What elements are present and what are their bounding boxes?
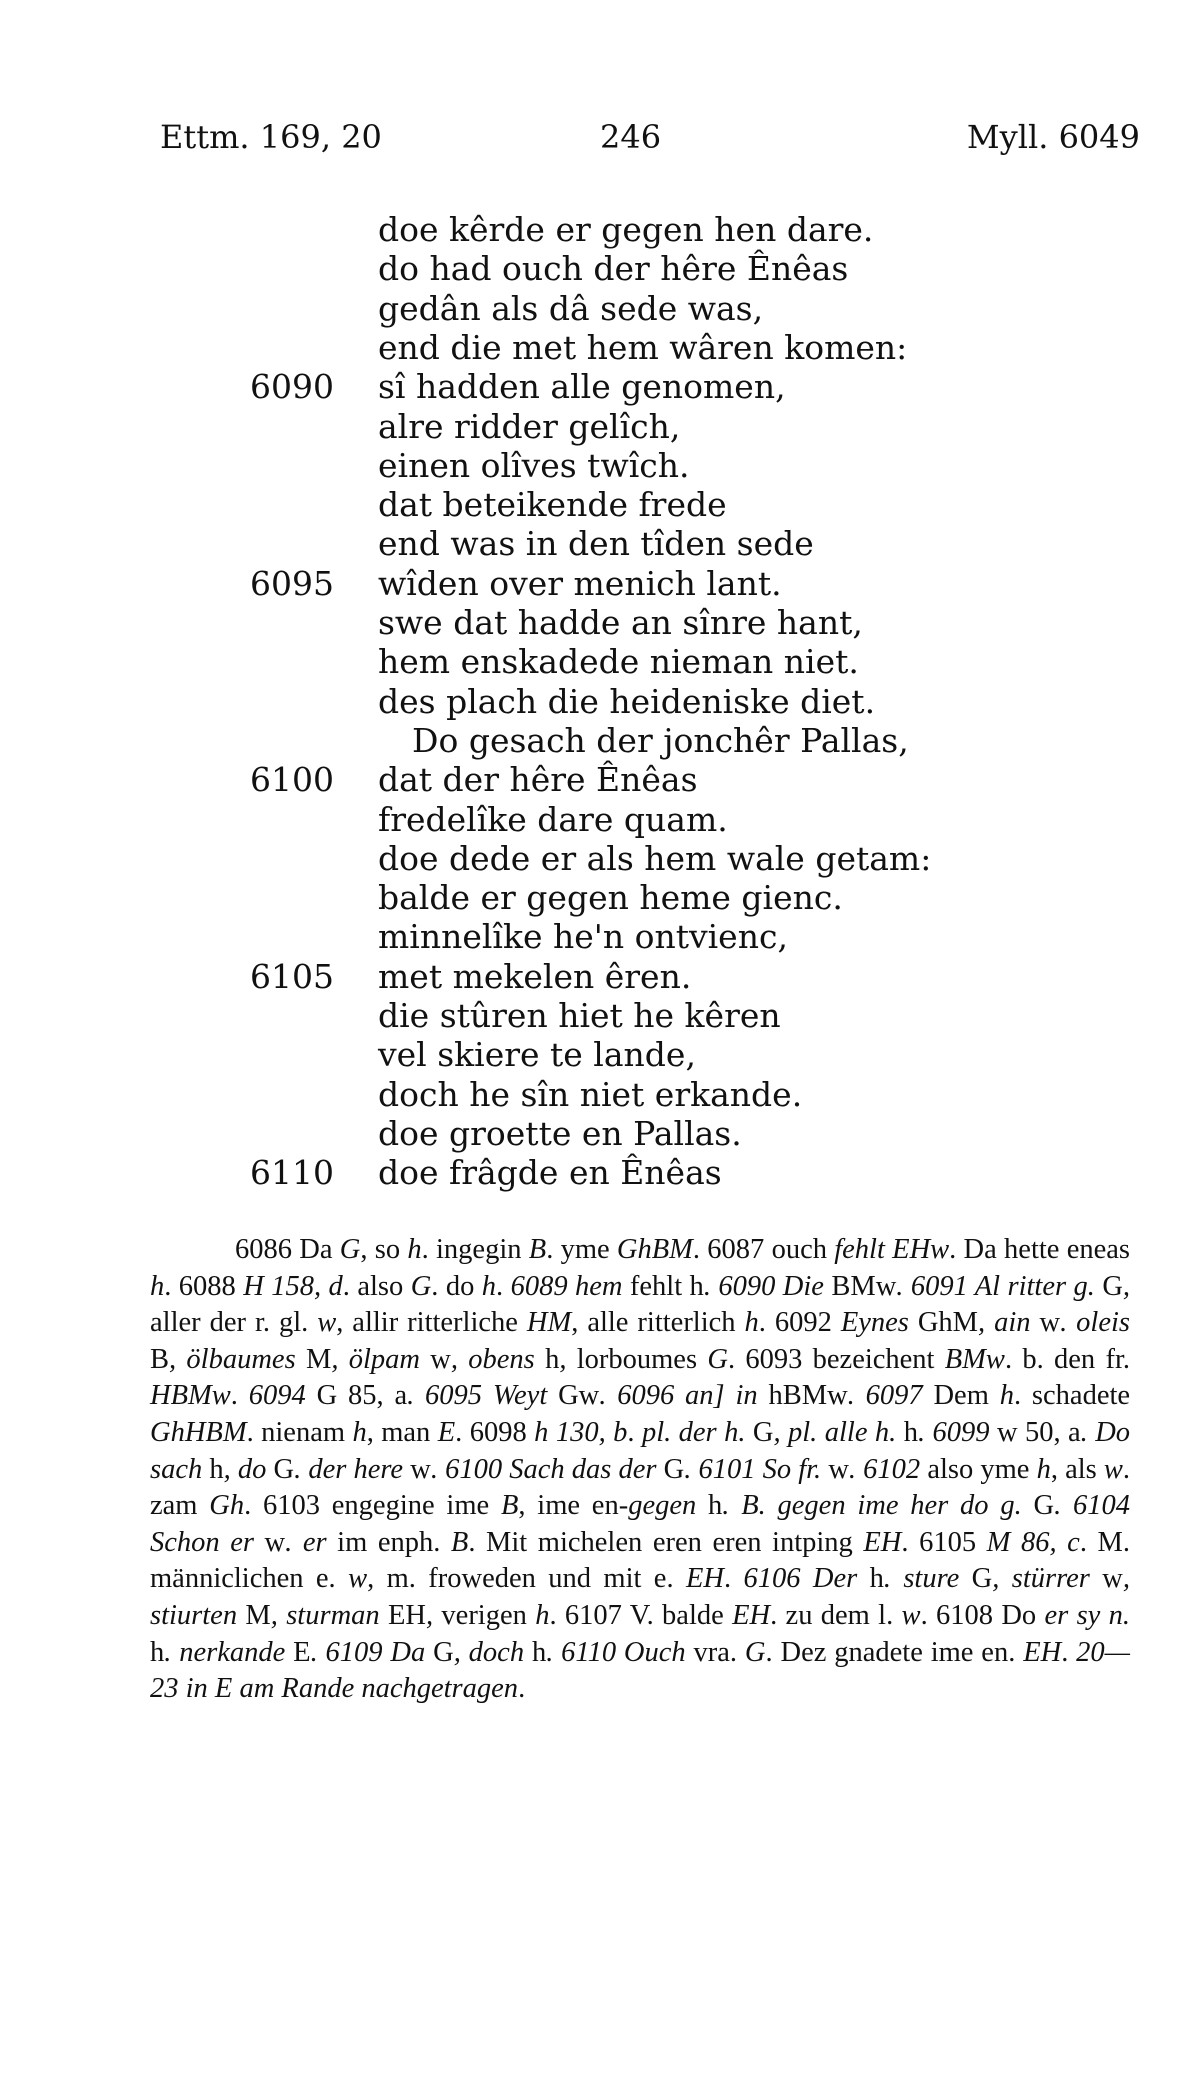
line-number: 6100 [250, 760, 334, 800]
apparatus-text: M [305, 1343, 332, 1375]
siglum: H 158, d [243, 1270, 343, 1302]
verse-text: do had ouch der hêre Ênêas [378, 249, 849, 289]
siglum: gegen [628, 1490, 709, 1522]
verse-text: einen olîves twîch. [378, 445, 690, 485]
siglum: . 6109 Da [310, 1636, 434, 1668]
apparatus-text: G [971, 1563, 993, 1595]
siglum: , ölpam [331, 1343, 431, 1375]
line-number: 6105 [250, 956, 334, 996]
apparatus-text: . b. den fr. [1004, 1343, 1130, 1375]
siglum: pl. der h. [641, 1416, 753, 1448]
verse-text: met mekelen êren. [378, 956, 692, 996]
siglum: M 86, c [986, 1526, 1080, 1558]
apparatus-text: . 6098 [455, 1416, 535, 1448]
siglum: . 6095 Weyt [407, 1380, 559, 1412]
apparatus-text: . [518, 1673, 526, 1705]
verse-line [0, 917, 1200, 957]
apparatus-text: w [1039, 1307, 1061, 1339]
apparatus-text: . 6093 bezeichent [727, 1343, 945, 1375]
apparatus-text: . 6087 ouch [692, 1234, 835, 1265]
verse-line [0, 642, 1200, 682]
apparatus-text: , so [360, 1234, 408, 1265]
siglum: h [1036, 1453, 1051, 1485]
apparatus-text: B [150, 1343, 170, 1375]
siglum: h [352, 1416, 367, 1448]
verse-text: sî hadden alle genomen, [378, 367, 786, 407]
line-number: 6095 [250, 563, 334, 603]
apparatus-text: . nienam [246, 1416, 353, 1448]
header-right-reference: Myll. 6049 [966, 118, 1140, 156]
verse-line [0, 878, 1200, 918]
apparatus-text: , m. froweden und mit e. [367, 1563, 686, 1595]
apparatus-text: . Dez gnadete ime en. [765, 1636, 1024, 1668]
apparatus-text: GhM [917, 1307, 979, 1339]
siglum: . 6102 [848, 1453, 928, 1485]
verse-line [0, 249, 1200, 289]
siglum: . der here [294, 1453, 411, 1485]
apparatus-text: . yme [546, 1234, 617, 1265]
siglum: G [339, 1234, 361, 1265]
apparatus-text: . [496, 1270, 511, 1302]
apparatus-text: h [708, 1490, 723, 1522]
verse-line [0, 996, 1200, 1036]
apparatus-text: . Da hette eneas [949, 1234, 1130, 1265]
verse-line [0, 760, 1200, 800]
apparatus-text: . zam [150, 1453, 1131, 1522]
apparatus-text: EH [387, 1599, 426, 1631]
siglum: . 6090 Die [703, 1270, 832, 1302]
siglum: 6094 [248, 1380, 317, 1412]
siglum: fehlt EHw [834, 1234, 950, 1265]
siglum: GhHBM [150, 1416, 247, 1448]
siglum: h [999, 1380, 1014, 1412]
siglum: B [500, 1490, 519, 1522]
verse-text: vel skiere te lande, [378, 1035, 696, 1075]
apparatus-text: . [1061, 1636, 1077, 1668]
verse-line [0, 721, 1200, 761]
apparatus-text: also yme [927, 1453, 1037, 1485]
apparatus-text: . [723, 1563, 744, 1595]
siglum: h [535, 1599, 550, 1631]
verse-line [0, 1075, 1200, 1115]
siglum: B [450, 1526, 469, 1558]
verse-text: die stûren hiet he kêren [378, 996, 781, 1035]
apparatus-text: . 6103 engegine ime [244, 1490, 501, 1522]
verse-text: swe dat hadde an sînre hant, [378, 603, 863, 642]
apparatus-text: w [828, 1453, 849, 1485]
siglum: . 6097 [847, 1380, 934, 1412]
apparatus-text: . [627, 1416, 642, 1448]
siglum: GhBM [616, 1234, 693, 1265]
apparatus-text: . 6108 Do [920, 1599, 1045, 1631]
apparatus-text: h [209, 1453, 224, 1485]
apparatus-text: . zu dem l. [770, 1599, 902, 1631]
apparatus-text: G [1102, 1270, 1123, 1302]
apparatus-text: . 6107 V. balde [549, 1599, 733, 1631]
verse-text: alre ridder gelîch, [378, 406, 681, 446]
verse-text: doe dede er als hem wale getam: [378, 838, 932, 878]
siglum: , do [223, 1453, 274, 1485]
siglum: , doch [453, 1636, 532, 1668]
apparatus-text: verigen [441, 1599, 536, 1631]
apparatus-text: im enph. [337, 1526, 451, 1558]
siglum: EH [685, 1563, 724, 1595]
apparatus-text: Dem [933, 1380, 1000, 1412]
verse-text: doe frâgde en Ênêas [378, 1153, 722, 1193]
apparatus-text: w [1102, 1563, 1123, 1595]
verse-text: end die met hem wâren komen: [378, 327, 908, 367]
line-number: 6110 [250, 1153, 334, 1193]
apparatus-text: G [433, 1636, 454, 1668]
verse-text: fredelîke dare quam. [378, 799, 728, 839]
siglum: . 6091 Al ritter g. [896, 1270, 1103, 1302]
siglum: HBMw [150, 1380, 231, 1412]
apparatus-text: , als [1050, 1453, 1104, 1485]
siglum: , sturman [270, 1599, 388, 1631]
apparatus-text: Gw [558, 1380, 600, 1412]
page-header [0, 118, 1200, 168]
verse-text: end was in den tîden sede [378, 524, 814, 564]
siglum: . sture [883, 1563, 972, 1595]
apparatus-text: . Mit michelen eren eren intping [468, 1526, 864, 1558]
apparatus-text: . also [342, 1270, 411, 1302]
apparatus-text: . ingegin [421, 1234, 529, 1265]
apparatus-text: h [903, 1416, 918, 1448]
apparatus-text: . 6092 [758, 1307, 841, 1339]
siglum: h [150, 1270, 165, 1302]
verse-line [0, 957, 1200, 997]
apparatus-text: h [545, 1343, 560, 1375]
apparatus-text: h [531, 1636, 547, 1668]
verse-text: doe groette en Pallas. [378, 1113, 742, 1153]
siglum: . Do sach [150, 1416, 1131, 1485]
apparatus-text: vra. [693, 1636, 745, 1668]
apparatus-text: w [410, 1453, 431, 1485]
apparatus-text: fehlt h [629, 1270, 704, 1302]
siglum: . 6101 So fr. [684, 1453, 829, 1485]
verse-line [0, 446, 1200, 486]
siglum: EH [1023, 1636, 1062, 1668]
verse-text: doe kêrde er gegen hen dare. [378, 210, 874, 249]
verse-line [0, 524, 1200, 564]
siglum: . oleis [1060, 1307, 1131, 1339]
siglum: w [901, 1599, 921, 1631]
siglum: h [407, 1234, 422, 1265]
siglum: EH [863, 1526, 902, 1558]
apparatus-text: G [752, 1416, 774, 1448]
verse-text: des plach die heideniske diet. [378, 681, 876, 721]
siglum: . nerkande [164, 1636, 294, 1668]
apparatus-text: , alle ritterlich [571, 1307, 745, 1339]
siglum: . er [285, 1526, 338, 1558]
verse-line [0, 485, 1200, 525]
siglum: , stürrer [992, 1563, 1103, 1595]
siglum: w [1103, 1453, 1123, 1485]
siglum: G [410, 1270, 432, 1302]
siglum: w [317, 1307, 337, 1339]
verse-line [0, 1035, 1200, 1075]
siglum: h [481, 1270, 497, 1302]
apparatus-text: aller der r. gl. [150, 1307, 318, 1339]
siglum: h 130, b [534, 1416, 628, 1448]
apparatus-text: , ime en- [518, 1490, 629, 1522]
siglum: , [1122, 1270, 1131, 1302]
verse-text: wîden over menich lant. [378, 563, 782, 603]
siglum: w [348, 1563, 368, 1595]
siglum: G [707, 1343, 728, 1375]
siglum: 20—23 in E am Rande nachgetragen [150, 1636, 1131, 1705]
siglum: G [744, 1636, 766, 1668]
apparatus-text: BMw [831, 1270, 897, 1302]
siglum: . 6096 an] in [599, 1380, 769, 1412]
siglum: , stiurten [150, 1563, 1131, 1631]
siglum: . 6104 Schon er [150, 1490, 1130, 1558]
siglum: h [744, 1307, 759, 1339]
apparatus-text: , man [366, 1416, 438, 1448]
siglum: . B. gegen ime her do g. [722, 1490, 1034, 1522]
verse-line [0, 1114, 1200, 1154]
verse-text: Do gesach der jonchêr Pallas, [412, 720, 909, 760]
siglum: , obens [450, 1343, 546, 1375]
siglum: , ain [978, 1307, 1040, 1339]
apparatus-paragraph [150, 1232, 1130, 1708]
apparatus-text: , allir ritterliche [336, 1307, 527, 1339]
apparatus-text: . M. männiclichen e. [150, 1526, 1131, 1595]
verse-line [0, 682, 1200, 722]
apparatus-text: . [230, 1380, 249, 1412]
siglum: . 6099 [917, 1416, 997, 1448]
apparatus-text: h [150, 1636, 165, 1668]
apparatus-text: . 6105 [901, 1526, 987, 1558]
line-number: 6090 [250, 367, 334, 407]
verse-line [0, 289, 1200, 329]
verse-line [0, 407, 1200, 447]
siglum: HM [526, 1307, 572, 1339]
siglum: , pl. alle h. [773, 1416, 904, 1448]
verse-text: dat der hêre Ênêas [378, 760, 698, 800]
verse-line [0, 328, 1200, 368]
apparatus-text: hBMw [768, 1380, 848, 1412]
apparatus-text: . schadete [1013, 1380, 1131, 1412]
apparatus-text: G [663, 1453, 685, 1485]
apparatus-text: w 50, a [996, 1416, 1081, 1448]
siglum: B [528, 1234, 547, 1265]
siglum: E [437, 1416, 456, 1448]
verse-line [0, 1153, 1200, 1193]
apparatus-text: 6086 Da [235, 1234, 340, 1265]
verse-text: gedân als dâ sede was, [378, 288, 764, 328]
verse-text: balde er gegen heme gienc. [378, 878, 843, 918]
apparatus-text: E [293, 1636, 311, 1668]
siglum: . 6100 Sach das der [430, 1453, 664, 1485]
apparatus-text: w [430, 1343, 451, 1375]
apparatus-text: G 85, a [316, 1380, 408, 1412]
siglum: , ölbaumes [169, 1343, 306, 1375]
siglum: , [559, 1343, 577, 1375]
verse-line [0, 367, 1200, 407]
verse-text: dat beteikende frede [378, 485, 727, 525]
verse-line [0, 564, 1200, 604]
verse-line [0, 210, 1200, 250]
apparatus-text: . do [431, 1270, 482, 1302]
verse-text: hem enskadede nieman niet. [378, 642, 859, 682]
siglum: , [425, 1599, 442, 1631]
verse-line [0, 839, 1200, 879]
apparatus-text: G [273, 1453, 295, 1485]
apparatus-text: lorboumes [576, 1343, 708, 1375]
siglum: 6106 Der [743, 1563, 870, 1595]
siglum: Gh [209, 1490, 245, 1522]
verse-line [0, 603, 1200, 643]
siglum: EH [732, 1599, 771, 1631]
siglum: . 6110 Ouch [546, 1636, 694, 1668]
siglum: BMw [944, 1343, 1005, 1375]
siglum: 6089 hem [510, 1270, 630, 1302]
apparatus-text: . 6088 [164, 1270, 244, 1302]
verse-line [0, 800, 1200, 840]
apparatus-text: G [1033, 1490, 1055, 1522]
header-left-reference: Ettm. 169, 20 [160, 118, 382, 156]
apparatus-text: h [869, 1563, 884, 1595]
siglum: Eynes [840, 1307, 918, 1339]
apparatus-text: w [264, 1526, 286, 1558]
verse-text: doch he sîn niet erkande. [378, 1074, 803, 1114]
apparatus-text: M [245, 1599, 271, 1631]
page-number: 246 [600, 118, 662, 156]
verse-text: minnelîke he'n ontvienc, [378, 917, 788, 957]
critical-apparatus [150, 1232, 1130, 1708]
siglum: er sy n. [1044, 1599, 1131, 1631]
